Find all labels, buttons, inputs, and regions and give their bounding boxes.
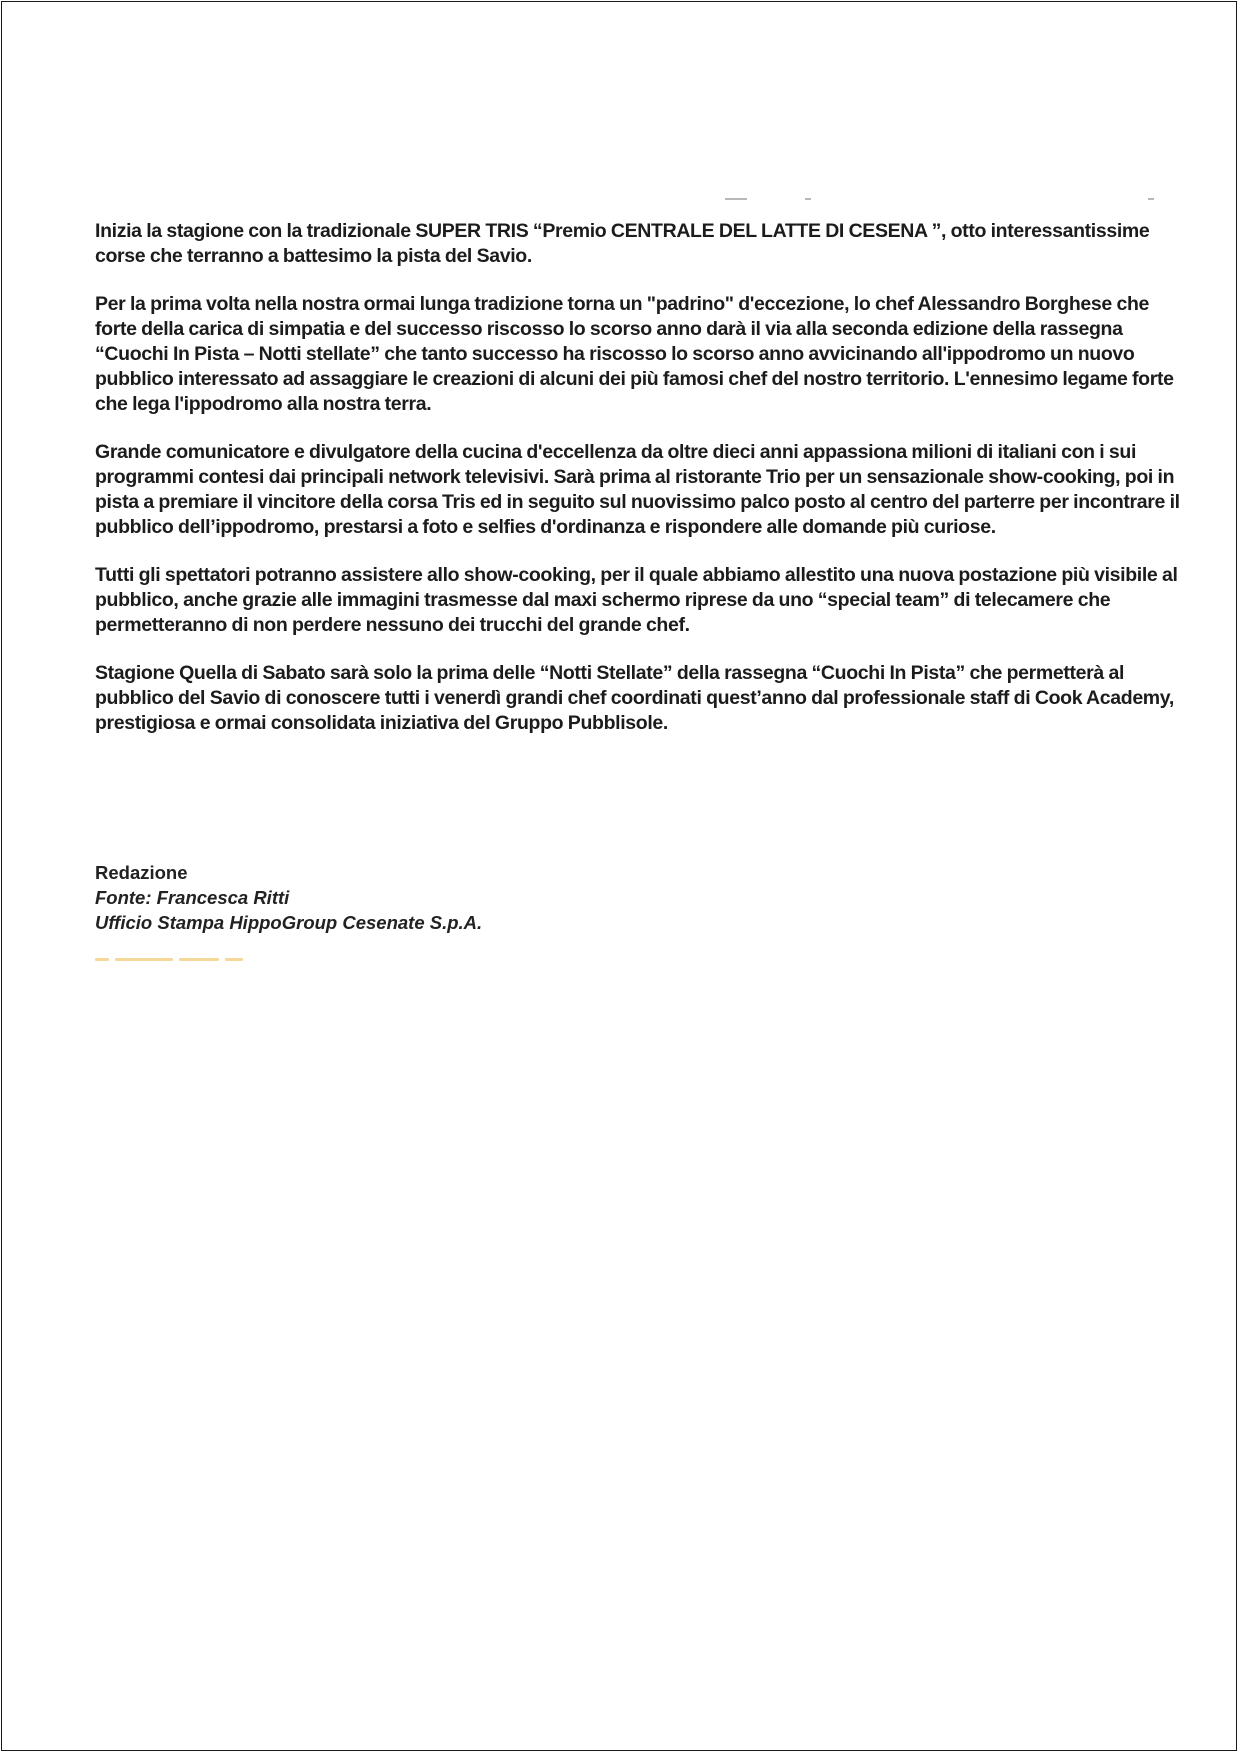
- highlight-marker-residue: [95, 958, 247, 961]
- paragraph-communicator: Grande comunicatore e divulgatore della cucina d'eccellenza da oltre dieci anni appassiona milioni di italiani con i sui programmi contesi dai principali network televisivi. Sarà prima al ristorante Trio per un sensazionale show-cooking, poi in pista a premiare il vincitore della corsa Tris ed in seguito sul nuovissimo palco posto al centro del parterre per incontrare il pubblico dell’ippodromo, prestarsi a foto e selfies d'ordinanza e rispondere alle domande più curiose.: [95, 441, 1180, 538]
- paragraph-notti-stellate: Stagione Quella di Sabato sarà solo la prima delle “Notti Stellate” della rassegna “Cuochi In Pista” che permetterà al pubblico del Savio di conoscere tutti i venerdì grandi chef coordinati quest’anno dal professionale staff di Cook Academy, prestigiosa e ormai consolidata iniziativa del Gruppo Pubblisole.: [95, 662, 1174, 734]
- signature-office: Ufficio Stampa HippoGroup Cesenate S.p.A.: [95, 912, 483, 933]
- signature-block: [95, 860, 795, 935]
- signature-source: Fonte: Francesca Ritti: [95, 887, 290, 908]
- press-release-body: [95, 219, 1185, 759]
- paragraph-intro: Inizia la stagione con la tradizionale SUPER TRIS “Premio CENTRALE DEL LATTE DI CESENA ”, otto interessantissime corse che terranno a battesimo la pista del Savio.: [95, 220, 1150, 267]
- scan-artifact-marks: [600, 198, 1160, 202]
- paragraph-show-cooking: Tutti gli spettatori potranno assistere allo show-cooking, per il quale abbiamo allestito una nuova postazione più visibile al pubblico, anche grazie alle immagini trasmesse dal maxi schermo riprese da uno “special team” di telecamere che permetteranno di non perdere nessuno dei trucchi del grande chef.: [95, 564, 1178, 636]
- paragraph-borghese: Per la prima volta nella nostra ormai lunga tradizione torna un "padrino" d'eccezione, lo chef Alessandro Borghese che forte della carica di simpatia e del successo riscosso lo scorso anno darà il via alla seconda edizione della rassegna “Cuochi In Pista – Notti stellate” che tanto successo ha riscosso lo scorso anno avvicinando all'ippodromo un nuovo pubblico interessato ad assaggiare le creazioni di alcuni dei più famosi chef del nostro territorio. L'ennesimo legame forte che lega l'ippodromo alla nostra terra.: [95, 293, 1174, 415]
- signature-title: Redazione: [95, 862, 188, 883]
